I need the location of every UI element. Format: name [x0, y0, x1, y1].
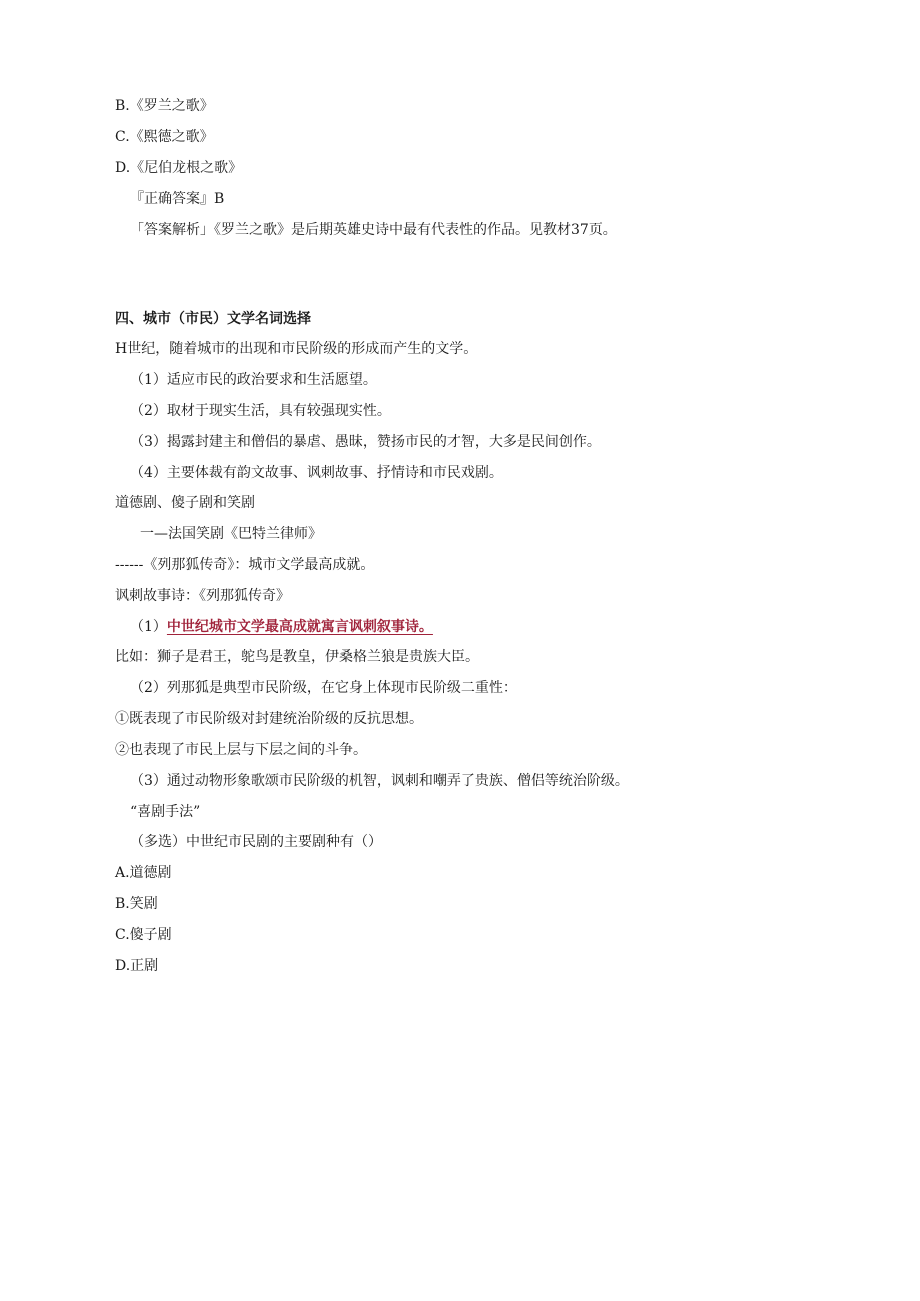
- correct-answer: 『正确答案』B: [130, 191, 225, 207]
- satire-item-1-number: （1）: [130, 619, 167, 635]
- farce-example: 一—法国笑剧《巴特兰律师》: [140, 526, 322, 542]
- reynard-note: ------《列那狐传奇》：城市文学最高成就。: [115, 557, 375, 573]
- example-line: 比如：狮子是君王，鸵鸟是教皇，伊桑格兰狼是贵族大臣。: [115, 649, 479, 665]
- satire-heading: 讽刺故事诗：《列那狐传奇》: [115, 588, 290, 604]
- comedy-technique: “喜剧手法”: [130, 804, 201, 820]
- point-1: ①既表现了市民阶级对封建统治阶级的反抗思想。: [115, 711, 423, 727]
- list-item-2: （2）取材于现实生活，具有较强现实性。: [130, 403, 391, 419]
- satire-item-2: （2）列那狐是典型市民阶级，在它身上体现市民阶级二重性：: [130, 680, 517, 696]
- list-item-4: （4）主要体裁有韵文故事、讽刺故事、抒情诗和市民戏剧。: [130, 465, 503, 481]
- option-d: D.《尼伯龙根之歌》: [115, 160, 243, 176]
- paragraph-intro: H世纪，随着城市的出现和市民阶级的形成而产生的文学。: [115, 341, 478, 357]
- list-item-3: （3）揭露封建主和僧侣的暴虐、愚昧，赞扬市民的才智，大多是民间创作。: [130, 434, 601, 450]
- drama-types: 道德剧、傻子剧和笑剧: [115, 495, 255, 511]
- option-c: C.《熙德之歌》: [115, 129, 214, 145]
- option-b-2: B.笑剧: [115, 896, 158, 912]
- section-heading: 四、城市（市民）文学名词选择: [115, 311, 311, 327]
- satire-item-1: [130, 617, 433, 637]
- option-b: B.《罗兰之歌》: [115, 98, 214, 114]
- list-item-1: （1）适应市民的政治要求和生活愿望。: [130, 372, 377, 388]
- question: （多选）中世纪市民剧的主要剧种有（）: [130, 834, 382, 850]
- option-a: A.道德剧: [115, 865, 172, 881]
- option-c-2: C.傻子剧: [115, 927, 172, 943]
- highlighted-text: 中世纪城市文学最高成就寓言讽刺叙事诗。: [166, 619, 433, 635]
- option-d-2: D.正剧: [115, 958, 159, 974]
- answer-explanation: 「答案解析」《罗兰之歌》是后期英雄史诗中最有代表性的作品。见教材37页。: [130, 222, 617, 238]
- satire-item-3: （3）通过动物形象歌颂市民阶级的机智，讽刺和嘲弄了贵族、僧侣等统治阶级。: [130, 773, 629, 789]
- point-2: ②也表现了市民上层与下层之间的斗争。: [115, 742, 367, 758]
